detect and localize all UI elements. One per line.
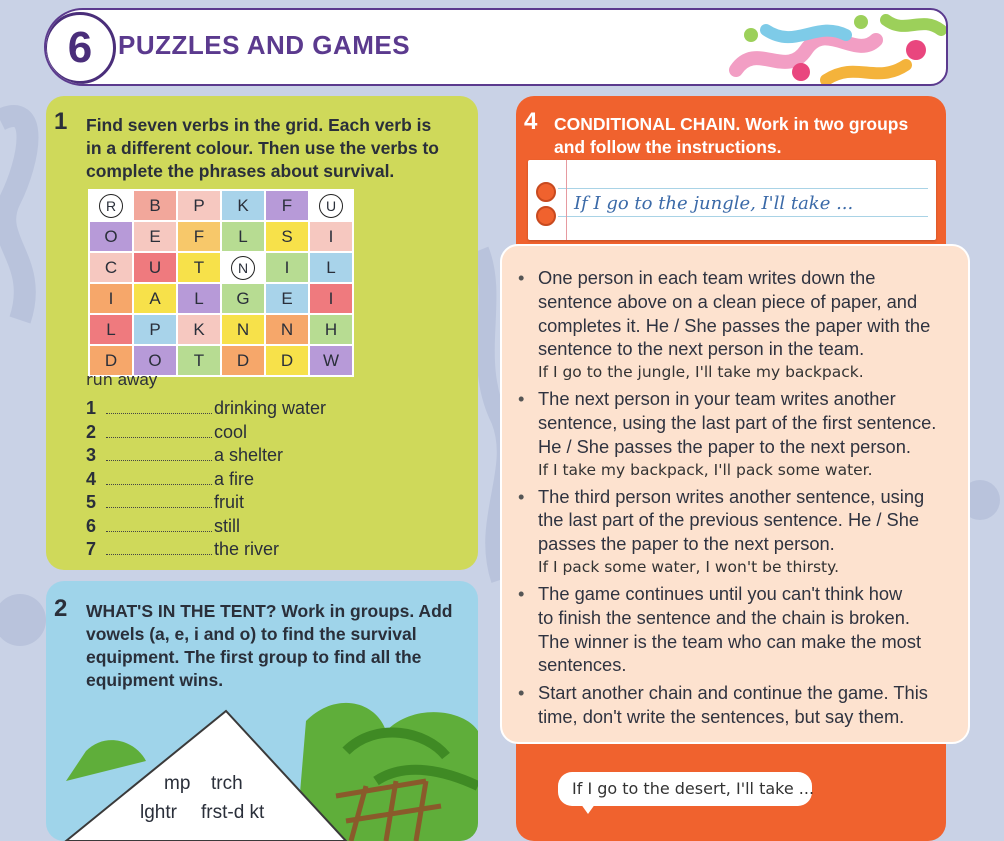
grid-cell: T	[178, 253, 220, 282]
phrase-number: 2	[86, 421, 97, 442]
grid-cell: P	[178, 191, 220, 220]
bullet-line: He / She passes the paper to the next person.	[538, 435, 911, 457]
phrase-text: a shelter	[214, 445, 284, 465]
bullet-line: time, don't write the sentences, but say them.	[538, 705, 905, 727]
grid-cell: L	[310, 253, 352, 282]
example-sentence: If I take my backpack, I'll pack some water.	[538, 460, 873, 479]
grid-cell: D	[90, 346, 132, 375]
grid-cell: K	[178, 315, 220, 344]
phrase-number: 6	[86, 515, 97, 536]
exercise-2-panel	[46, 581, 478, 841]
binder-ring-icon	[536, 182, 556, 202]
grid-cell: H	[310, 315, 352, 344]
phrase-text: cool	[214, 421, 248, 442]
grid-cell: F	[178, 222, 220, 251]
phrase-item	[86, 492, 326, 516]
phrase-item	[86, 422, 326, 446]
bullet-line: sentence, using the last part of the first sentence.	[538, 411, 937, 433]
splash-decoration-icon	[706, 10, 946, 86]
phrase-number: 4	[86, 468, 97, 489]
grid-cell: O	[134, 346, 176, 375]
answer-blank[interactable]	[106, 446, 212, 461]
answer-blank[interactable]	[106, 517, 212, 532]
exercise-1-panel	[46, 96, 478, 570]
phrase-number: 3	[86, 445, 97, 465]
grid-cell: D	[266, 346, 308, 375]
instruction-bullet	[516, 681, 968, 729]
grid-cell: R	[90, 191, 132, 220]
exercise-instruction: Find seven verbs in the grid. Each verb is in a different colour. Then use the verbs to complete the phrases about survival.	[86, 115, 439, 181]
grid-cell: E	[266, 284, 308, 313]
grid-cell: W	[310, 346, 352, 375]
exercise-instruction: CONDITIONAL CHAIN. Work in two groups and follow the instructions.	[554, 114, 909, 157]
grid-cell: L	[90, 315, 132, 344]
grid-cell: I	[266, 253, 308, 282]
grid-cell: P	[134, 315, 176, 344]
tent-word: mp	[164, 773, 191, 794]
bullet-line: • One person in each team writes down the	[538, 267, 876, 288]
grid-cell: I	[310, 284, 352, 313]
example-sentence: If I go to the jungle, I'll take my backpack.	[538, 363, 864, 382]
grid-cell: T	[178, 346, 220, 375]
grid-cell: N	[222, 315, 264, 344]
example-sentence: If I pack some water, I won't be thirsty.	[538, 557, 840, 576]
phrase-item	[86, 539, 326, 563]
bullet-line: • The third person writes another sentence, using	[538, 485, 925, 507]
bullet-line: sentences.	[538, 654, 627, 676]
unit-number-badge: 6	[44, 12, 116, 84]
bullet-line: • The next person in your team writes another	[538, 388, 896, 410]
instruction-bullet	[516, 266, 968, 383]
phrase-number: 5	[86, 492, 97, 512]
binder-ring-icon	[536, 206, 556, 226]
grid-cell: U	[134, 253, 176, 282]
grid-cell: B	[134, 191, 176, 220]
note-sentence: If I go to the jungle, I'll take ...	[574, 193, 854, 214]
bullet-line: • Start another chain and continue the game. This	[538, 682, 928, 704]
phrase-text: drinking water	[214, 398, 327, 418]
notebook-note	[528, 160, 936, 240]
example-phrase: run away	[86, 370, 158, 389]
instruction-bullets	[516, 266, 968, 733]
grid-cell: D	[222, 346, 264, 375]
grid-cell: C	[90, 253, 132, 282]
exercise-instruction: WHAT'S IN THE TENT? Work in groups. Add vowels (a, e, i and o) to find the survival equipment. The first group to find all the equipment wins.	[86, 601, 453, 690]
phrase-text: a fire	[214, 468, 255, 489]
bullet-line: passes the paper to the next person.	[538, 533, 835, 555]
speech-bubble-tail	[578, 800, 598, 814]
answer-blank[interactable]	[106, 470, 212, 485]
phrase-item	[86, 469, 326, 493]
grid-cell: G	[222, 284, 264, 313]
exercise-number: 1	[54, 108, 68, 135]
tent-word: frst-d kt	[201, 802, 265, 823]
exercise-number: 2	[54, 595, 68, 622]
grid-cell: I	[90, 284, 132, 313]
answer-blank[interactable]	[106, 399, 212, 414]
exercise-number: 4	[524, 108, 538, 135]
grid-cell: I	[310, 222, 352, 251]
grid-cell: N	[222, 253, 264, 282]
answer-blank[interactable]	[106, 493, 212, 508]
unit-header	[44, 8, 948, 86]
grid-cell: F	[266, 191, 308, 220]
tent-word: lghtr	[140, 802, 177, 823]
answer-blank[interactable]	[106, 423, 212, 438]
bullet-line: completes it. He / She passes the paper with the	[538, 314, 931, 336]
phrase-item	[86, 445, 326, 469]
phrase-text: fruit	[214, 492, 245, 512]
grid-cell: L	[178, 284, 220, 313]
tent-word: trch	[211, 773, 243, 794]
grid-cell: K	[222, 191, 264, 220]
word-search-grid	[88, 189, 354, 377]
instruction-bullet	[516, 387, 968, 480]
answer-blank[interactable]	[106, 540, 212, 555]
phrase-text: the river	[214, 539, 280, 559]
bullet-line: to finish the sentence and the chain is broken.	[538, 606, 910, 628]
bullet-line: the last part of the previous sentence. He / She	[538, 509, 920, 531]
grid-cell: O	[90, 222, 132, 251]
phrase-list	[86, 398, 326, 563]
phrase-item	[86, 398, 326, 422]
bullet-line: The winner is the team who can make the most	[538, 630, 922, 652]
instruction-bullet	[516, 485, 968, 578]
phrase-item	[86, 516, 326, 540]
speech-bubble-text: If I go to the desert, I'll take ...	[572, 779, 815, 798]
bullet-line: sentence above on a clean piece of paper, and	[538, 290, 918, 312]
instruction-bullet	[516, 582, 968, 677]
grid-cell: A	[134, 284, 176, 313]
bullet-line: • The game continues until you can't think how	[538, 582, 903, 604]
phrase-number: 7	[86, 539, 97, 559]
grid-cell: L	[222, 222, 264, 251]
grid-cell: U	[310, 191, 352, 220]
grid-cell: S	[266, 222, 308, 251]
bullet-line: sentence to the next person in the team.	[538, 338, 865, 360]
page-title: PUZZLES AND GAMES	[118, 30, 411, 60]
grid-cell: N	[266, 315, 308, 344]
grid-cell: E	[134, 222, 176, 251]
phrase-text: still	[214, 515, 240, 536]
phrase-number: 1	[86, 398, 97, 418]
